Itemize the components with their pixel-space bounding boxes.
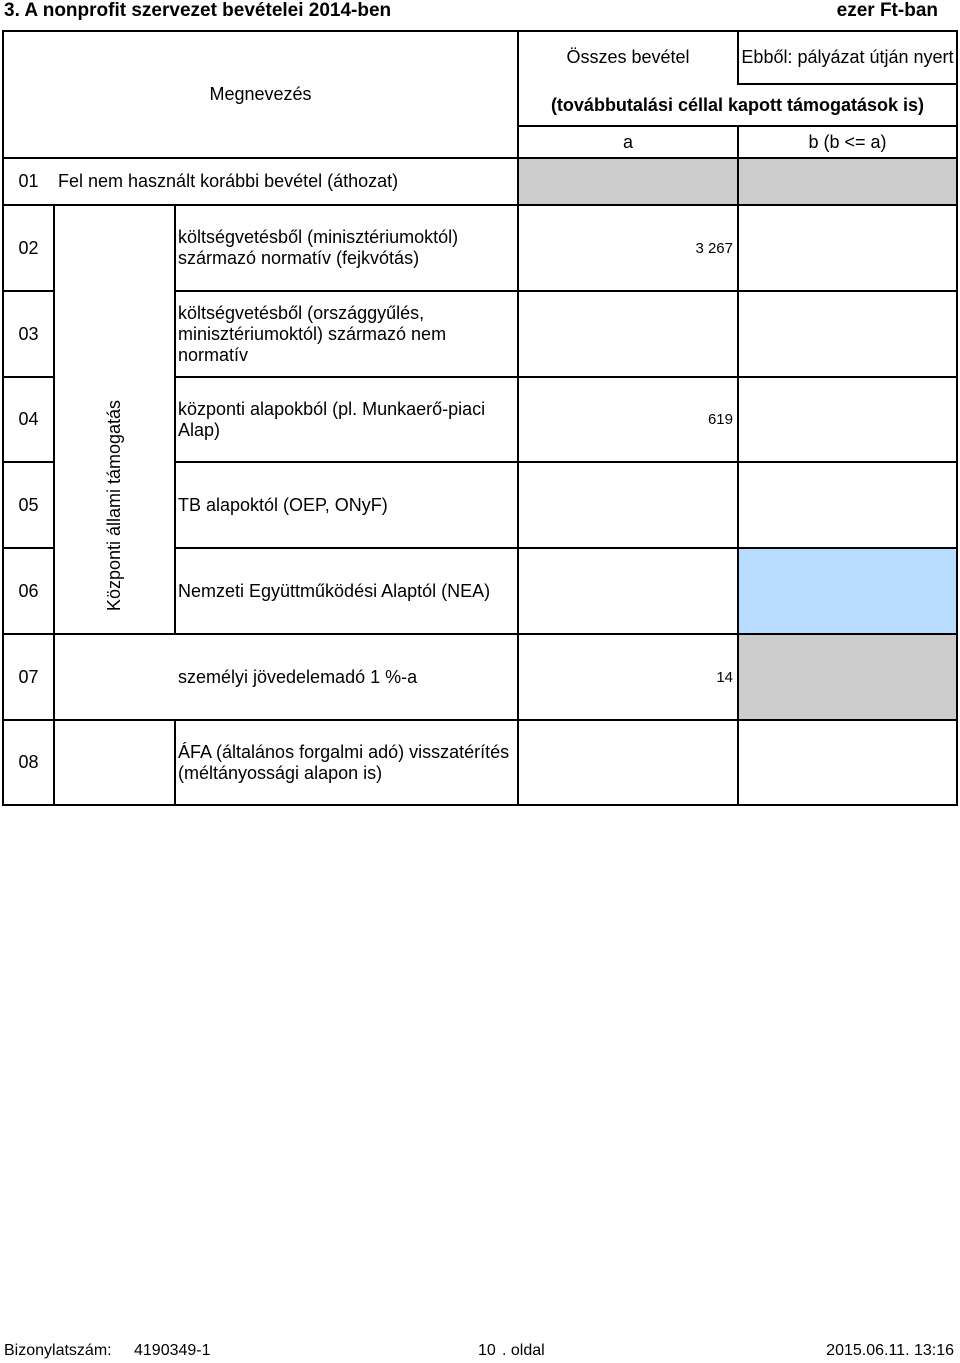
header-megnevezes-text: Megnevezés xyxy=(209,84,312,104)
row-value-a: 619 xyxy=(707,411,733,428)
row-02-label xyxy=(178,206,512,290)
row-label: ÁFA (általános forgalmi adó) visszatérítés (méltányossági alapon is) xyxy=(178,741,510,783)
row-code: 07 xyxy=(18,666,39,687)
footer-page-number: 10 xyxy=(478,1342,496,1359)
grid-line xyxy=(2,804,958,806)
header-col-a-text: a xyxy=(622,131,633,152)
header-subtitle-text: (továbbutalási céllal kapott támogatások is) xyxy=(550,94,925,115)
row-07-value-a xyxy=(519,635,733,719)
row-label: központi alapokból (pl. Munkaerő-piaci Alap) xyxy=(178,398,486,440)
header-osszes-bevetel xyxy=(519,32,737,83)
grid-line xyxy=(174,719,176,806)
highlight-cell-06b xyxy=(738,548,956,634)
row-label: TB alapoktól (OEP, ONyF) xyxy=(178,494,388,515)
header-subtitle xyxy=(519,85,956,125)
row-code: 01 xyxy=(18,171,39,191)
shaded-cell-01a xyxy=(518,158,738,205)
shaded-cell-01b xyxy=(738,158,956,205)
header-col-b-text: b (b <= a) xyxy=(808,131,887,152)
header-ebbol xyxy=(739,32,956,83)
grid-line xyxy=(956,30,958,806)
row-04-label xyxy=(178,378,512,461)
row-code: 08 xyxy=(18,752,39,772)
row-06-label xyxy=(178,549,512,633)
row-label: Nemzeti Együttműködési Alaptól (NEA) xyxy=(178,580,491,601)
row-label: Fel nem használt korábbi bevétel (áthozat) xyxy=(58,171,399,191)
page-title: 3. A nonprofit szervezet bevételei 2014-ben xyxy=(4,0,392,21)
grid-line xyxy=(174,204,176,377)
row-value-a: 14 xyxy=(716,668,733,686)
row-07-code xyxy=(4,635,53,719)
row-code: 05 xyxy=(18,494,39,515)
row-08-code xyxy=(4,721,53,804)
row-01-code xyxy=(4,159,53,204)
header-ebbol-text: Ebből: pályázat útján nyert xyxy=(741,47,954,67)
row-03-label xyxy=(178,292,512,376)
row-04-value-a xyxy=(519,378,733,461)
row-08-label xyxy=(178,721,512,804)
group-label-cell xyxy=(54,377,175,634)
footer-doc-label: Bizonylatszám: xyxy=(4,1342,112,1359)
row-code: 03 xyxy=(18,323,39,344)
footer-doc-number: 4190349-1 xyxy=(134,1342,211,1359)
row-label: költségvetésből (minisztériumoktól) származó normatív (fejkvótás) xyxy=(178,227,459,268)
header-megnevezes xyxy=(4,32,517,157)
unit-label: ezer Ft-ban xyxy=(836,0,938,21)
row-05-label xyxy=(178,463,512,547)
header-col-a xyxy=(519,127,737,157)
shaded-cell-07b xyxy=(738,634,956,720)
row-label: költségvetésből (országgyűlés, minisztériumoktól) származó nem normatív xyxy=(178,302,447,365)
row-05-code xyxy=(4,463,53,547)
row-label: személyi jövedelemadó 1 %-a xyxy=(178,666,418,687)
header-osszes-bevetel-text: Összes bevétel xyxy=(566,47,690,67)
row-code: 06 xyxy=(18,580,39,601)
row-02-code xyxy=(4,206,53,290)
row-06-code xyxy=(4,549,53,633)
row-03-code xyxy=(4,292,53,376)
row-07-label xyxy=(178,635,512,719)
row-02-value-a xyxy=(519,206,733,290)
row-01-label xyxy=(58,159,517,204)
row-04-code xyxy=(4,378,53,461)
row-code: 02 xyxy=(18,237,39,258)
grid-line xyxy=(737,125,739,806)
row-code: 04 xyxy=(18,409,39,429)
footer-datetime: 2015.06.11. 13:16 xyxy=(826,1342,954,1359)
header-col-b xyxy=(739,127,956,157)
footer-page-label: . oldal xyxy=(502,1342,545,1359)
row-value-a: 3 267 xyxy=(695,239,733,257)
group-label: Központi állami támogatás xyxy=(104,399,124,612)
